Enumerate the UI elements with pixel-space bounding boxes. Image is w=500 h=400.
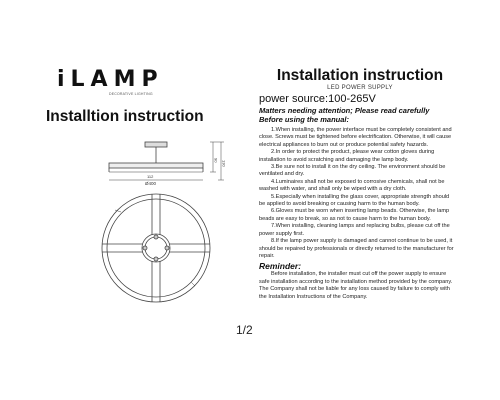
instruction-item: 7.When installing, cleaning lamps and replacing bulbs, please cut off the power supply first. [259, 223, 450, 237]
page-number: 1/2 [236, 323, 253, 337]
instruction-item: 4.Luminaires shall not be exposed to corrosive chemicals, shall not be washed with water, and shall only be wiped with a dry cloth. [259, 178, 445, 193]
instruction-item: 5.Especially when installing the glass cover, appropriate strength should be applied to avoid breaking or causing harm to the human body. [259, 193, 450, 208]
left-title: Installtion instruction [46, 108, 204, 125]
instruction-item: 6.Gloves must be worn when inserting lamp beads. Otherwise, the lamp beads are easy to break, so as not to cause harm to the human body. [259, 208, 450, 222]
attention-heading: Matters needing attention; Please read carefully Before using the manual: [259, 106, 430, 124]
instruction-item: 2.In order to protect the product, please wear cotton gloves during installation to avoid scratching and damaging the lamp body. [259, 149, 435, 163]
logo-wordmark: iLAMP [57, 67, 164, 92]
dim-height-label: 130 [221, 160, 227, 167]
power-source: power source:100-265V [259, 93, 376, 105]
reminder-heading: Reminder: [259, 261, 302, 272]
reminder-block [259, 271, 455, 301]
instructions-subtitle: LED POWER SUPPLY [327, 85, 393, 91]
side-view [109, 142, 224, 180]
instructions-column [259, 68, 455, 301]
dim-depth-label: 90 [213, 158, 219, 163]
instruction-list [259, 127, 455, 260]
instruction-item: 3.Be sure not to install it on the dry ceiling. The environment should be ventilated and dry. [259, 164, 446, 178]
dim-width-label: Ø400 [145, 181, 157, 186]
instructions-title: Installation instruction [276, 67, 444, 84]
instruction-item: 1.When installing, the power interface must be completely consistent and close. Screws must be tightened before electrification. Otherwise, it will cause electrical appliances to burn out or produce potential safety hazards. [259, 127, 452, 148]
reminder-text: Before installation, the installer must cut off the power supply to ensure safe installation according to the installation method provided by the company. The Company shall not be liable for any loss caused by failure to comply with the Installation Instructions of the Company. [259, 271, 453, 300]
top-view [102, 194, 210, 302]
dim-inner-label: 112 [147, 174, 154, 179]
brand-logo [57, 67, 164, 96]
lamp-technical-drawing [95, 140, 235, 310]
logo-tagline: DECORATIVE LIGHTING [109, 92, 153, 96]
instruction-item: 8.If the lamp power supply is damaged and cannot continue to be used, it should be repaired by professionals or directly returned to the manufacturer for repair. [259, 238, 454, 259]
